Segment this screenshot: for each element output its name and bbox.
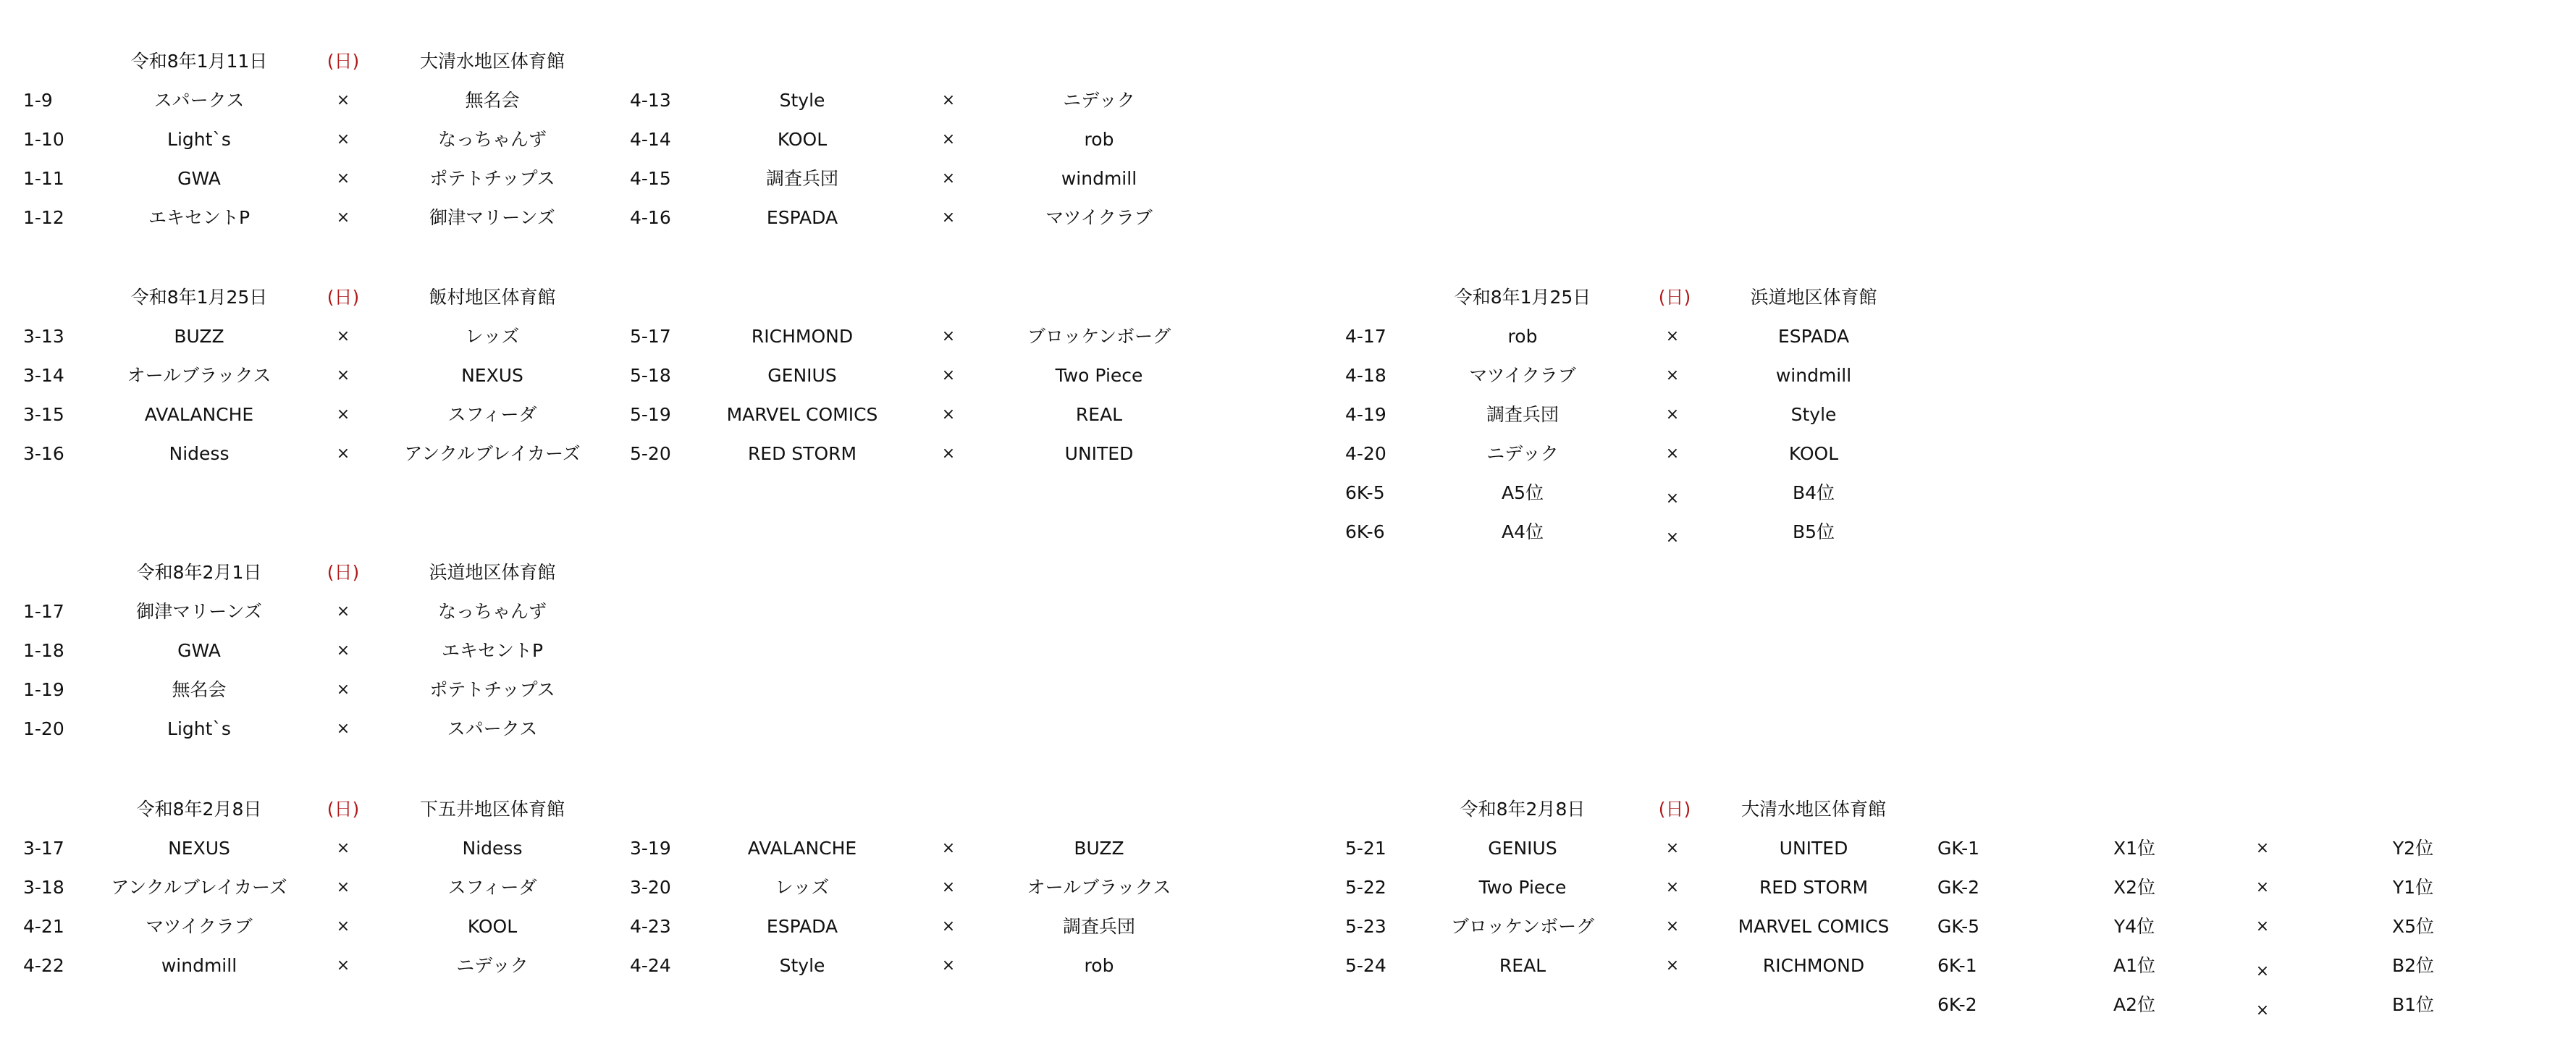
block-venue: 大清水地区体育館 bbox=[419, 51, 565, 72]
block-date: 令和8年2月8日 bbox=[1460, 799, 1586, 820]
away-team: RICHMOND bbox=[1762, 955, 1865, 976]
block-day: (日) bbox=[327, 799, 360, 820]
block-day: (日) bbox=[327, 562, 360, 583]
versus-mark: × bbox=[1665, 445, 1680, 463]
home-team: Style bbox=[779, 955, 825, 976]
home-team: GENIUS bbox=[1488, 838, 1557, 859]
away-team: B1位 bbox=[2391, 994, 2435, 1015]
versus-mark: × bbox=[941, 169, 956, 188]
match-id: 5-20 bbox=[630, 443, 671, 464]
match-id: 5-17 bbox=[630, 326, 671, 347]
away-team: スフィーダ bbox=[447, 404, 537, 425]
versus-mark: × bbox=[336, 602, 350, 621]
match-id: 4-24 bbox=[630, 955, 671, 976]
away-team: スパークス bbox=[447, 718, 538, 739]
home-team: Light`s bbox=[167, 718, 231, 739]
match-id: 5-19 bbox=[630, 404, 671, 425]
away-team: ポテトチップス bbox=[429, 679, 555, 700]
home-team: GWA bbox=[177, 640, 221, 661]
home-team: A5位 bbox=[1501, 482, 1544, 503]
match-id: 4-17 bbox=[1345, 326, 1386, 347]
away-team: B4位 bbox=[1792, 482, 1835, 503]
match-id: 4-18 bbox=[1345, 365, 1386, 386]
home-team: MARVEL COMICS bbox=[726, 404, 878, 425]
block-day: (日) bbox=[327, 51, 360, 72]
match-id: 4-19 bbox=[1345, 404, 1386, 425]
away-team: アンクルブレイカーズ bbox=[404, 443, 581, 464]
match-id: 5-21 bbox=[1345, 838, 1386, 859]
match-id: 6K-2 bbox=[1937, 994, 1977, 1015]
home-team: BUZZ bbox=[174, 326, 224, 347]
home-team: エキセントP bbox=[148, 207, 251, 228]
away-team: マツイクラブ bbox=[1045, 207, 1153, 228]
block-date: 令和8年2月1日 bbox=[136, 562, 262, 583]
away-team: なっちゃんず bbox=[437, 601, 547, 622]
versus-mark: × bbox=[336, 681, 350, 699]
match-id: 5-22 bbox=[1345, 877, 1386, 898]
match-id: 1-9 bbox=[23, 90, 53, 111]
versus-mark: × bbox=[941, 366, 956, 384]
versus-mark: × bbox=[336, 917, 350, 935]
home-team: オールブラックス bbox=[127, 365, 272, 386]
home-team: アンクルブレイカーズ bbox=[111, 877, 287, 898]
versus-mark: × bbox=[336, 209, 350, 227]
match-id: 1-10 bbox=[23, 129, 64, 150]
home-team: ブロッケンボーグ bbox=[1450, 916, 1595, 937]
match-id: 1-19 bbox=[23, 679, 64, 700]
versus-mark: × bbox=[1665, 839, 1680, 857]
versus-mark: × bbox=[336, 642, 350, 660]
match-id: 1-12 bbox=[23, 207, 64, 228]
block-date: 令和8年1月25日 bbox=[130, 287, 268, 308]
versus-mark: × bbox=[336, 91, 350, 109]
match-id: 3-14 bbox=[23, 365, 64, 386]
versus-mark: × bbox=[941, 130, 956, 148]
home-team: A2位 bbox=[2113, 994, 2156, 1015]
home-team: GENIUS bbox=[767, 365, 837, 386]
home-team: マツイクラブ bbox=[1469, 365, 1576, 386]
home-team: RICHMOND bbox=[751, 326, 854, 347]
away-team: RED STORM bbox=[1759, 877, 1869, 898]
versus-mark: × bbox=[336, 956, 350, 975]
away-team: UNITED bbox=[1779, 838, 1848, 859]
away-team: ESPADA bbox=[1777, 326, 1850, 347]
away-team: ニデック bbox=[1063, 90, 1135, 111]
home-team: X2位 bbox=[2113, 877, 2156, 898]
match-id: 3-15 bbox=[23, 404, 64, 425]
away-team: ニデック bbox=[456, 955, 529, 976]
match-id: 6K-1 bbox=[1937, 955, 1977, 976]
home-team: 調査兵団 bbox=[765, 168, 839, 189]
match-id: 5-18 bbox=[630, 365, 671, 386]
versus-mark: × bbox=[336, 720, 350, 738]
home-team: A4位 bbox=[1501, 521, 1544, 542]
block-day: (日) bbox=[1658, 799, 1691, 820]
home-team: NEXUS bbox=[168, 838, 230, 859]
versus-mark: × bbox=[1665, 489, 1680, 508]
home-team: スパークス bbox=[153, 90, 245, 111]
away-team: REAL bbox=[1075, 404, 1123, 425]
block-date: 令和8年1月11日 bbox=[130, 51, 268, 72]
home-team: Two Piece bbox=[1478, 877, 1567, 898]
away-team: UNITED bbox=[1064, 443, 1134, 464]
home-team: GWA bbox=[177, 168, 221, 189]
home-team: X1位 bbox=[2113, 838, 2156, 859]
versus-mark: × bbox=[1665, 917, 1680, 935]
home-team: 無名会 bbox=[172, 679, 227, 700]
match-id: 4-22 bbox=[23, 955, 64, 976]
versus-mark: × bbox=[1665, 956, 1680, 975]
match-id: 3-17 bbox=[23, 838, 64, 859]
block-venue: 大清水地区体育館 bbox=[1741, 799, 1887, 820]
away-team: X5位 bbox=[2391, 916, 2435, 937]
away-team: レッズ bbox=[465, 326, 520, 347]
match-id: 4-15 bbox=[630, 168, 671, 189]
match-id: GK-2 bbox=[1937, 877, 1980, 898]
match-id: 4-13 bbox=[630, 90, 671, 111]
away-team: NEXUS bbox=[461, 365, 523, 386]
versus-mark: × bbox=[941, 405, 956, 424]
match-id: 1-11 bbox=[23, 168, 64, 189]
home-team: Light`s bbox=[167, 129, 231, 150]
away-team: rob bbox=[1084, 955, 1114, 976]
away-team: Y2位 bbox=[2392, 838, 2434, 859]
away-team: rob bbox=[1084, 129, 1114, 150]
home-team: A1位 bbox=[2113, 955, 2156, 976]
match-id: 5-23 bbox=[1345, 916, 1386, 937]
away-team: MARVEL COMICS bbox=[1738, 916, 1890, 937]
away-team: スフィーダ bbox=[447, 877, 537, 898]
match-id: 3-20 bbox=[630, 877, 671, 898]
versus-mark: × bbox=[941, 445, 956, 463]
away-team: なっちゃんず bbox=[437, 129, 547, 150]
match-id: 4-14 bbox=[630, 129, 671, 150]
block-venue: 飯村地区体育館 bbox=[429, 287, 556, 308]
away-team: エキセントP bbox=[441, 640, 544, 661]
away-team: BUZZ bbox=[1074, 838, 1124, 859]
versus-mark: × bbox=[941, 839, 956, 857]
versus-mark: × bbox=[336, 839, 350, 857]
home-team: AVALANCHE bbox=[144, 404, 254, 425]
versus-mark: × bbox=[336, 445, 350, 463]
match-id: 1-17 bbox=[23, 601, 64, 622]
match-id: 4-16 bbox=[630, 207, 671, 228]
versus-mark: × bbox=[941, 878, 956, 896]
away-team: KOOL bbox=[1788, 443, 1839, 464]
match-id: 3-18 bbox=[23, 877, 64, 898]
versus-mark: × bbox=[941, 209, 956, 227]
match-id: 3-16 bbox=[23, 443, 64, 464]
home-team: windmill bbox=[161, 955, 237, 976]
home-team: REAL bbox=[1499, 955, 1546, 976]
match-id: 4-20 bbox=[1345, 443, 1386, 464]
match-id: 3-13 bbox=[23, 326, 64, 347]
block-date: 令和8年1月25日 bbox=[1454, 287, 1591, 308]
away-team: Style bbox=[1790, 404, 1837, 425]
versus-mark: × bbox=[1665, 529, 1680, 547]
block-day: (日) bbox=[327, 287, 360, 308]
versus-mark: × bbox=[1665, 327, 1680, 345]
versus-mark: × bbox=[2255, 917, 2270, 935]
versus-mark: × bbox=[336, 878, 350, 896]
versus-mark: × bbox=[336, 405, 350, 424]
away-team: ブロッケンボーグ bbox=[1027, 326, 1171, 347]
away-team: windmill bbox=[1061, 168, 1137, 189]
match-id: 6K-6 bbox=[1345, 521, 1385, 542]
versus-mark: × bbox=[941, 327, 956, 345]
versus-mark: × bbox=[1665, 405, 1680, 424]
versus-mark: × bbox=[941, 956, 956, 975]
block-date: 令和8年2月8日 bbox=[136, 799, 262, 820]
home-team: Y4位 bbox=[2113, 916, 2155, 937]
away-team: B5位 bbox=[1792, 521, 1835, 542]
block-day: (日) bbox=[1658, 287, 1691, 308]
away-team: Two Piece bbox=[1055, 365, 1143, 386]
home-team: 調査兵団 bbox=[1486, 404, 1560, 425]
home-team: マツイクラブ bbox=[146, 916, 253, 937]
versus-mark: × bbox=[2255, 878, 2270, 896]
match-id: 1-18 bbox=[23, 640, 64, 661]
versus-mark: × bbox=[1665, 366, 1680, 384]
match-id: 1-20 bbox=[23, 718, 64, 739]
versus-mark: × bbox=[336, 327, 350, 345]
match-id: GK-5 bbox=[1937, 916, 1980, 937]
versus-mark: × bbox=[1665, 878, 1680, 896]
match-id: 3-19 bbox=[630, 838, 671, 859]
match-id: 5-24 bbox=[1345, 955, 1386, 976]
away-team: 御津マリーンズ bbox=[429, 207, 555, 228]
match-id: GK-1 bbox=[1937, 838, 1980, 859]
home-team: レッズ bbox=[775, 877, 830, 898]
home-team: AVALANCHE bbox=[747, 838, 857, 859]
away-team: Nidess bbox=[462, 838, 523, 859]
away-team: 調査兵団 bbox=[1062, 916, 1136, 937]
away-team: 無名会 bbox=[465, 90, 520, 111]
away-team: KOOL bbox=[467, 916, 518, 937]
home-team: 御津マリーンズ bbox=[136, 601, 262, 622]
match-id: 4-21 bbox=[23, 916, 64, 937]
away-team: B2位 bbox=[2391, 955, 2435, 976]
match-id: 6K-5 bbox=[1345, 482, 1385, 503]
match-id: 4-23 bbox=[630, 916, 671, 937]
block-venue: 浜道地区体育館 bbox=[429, 562, 556, 583]
home-team: Style bbox=[779, 90, 825, 111]
versus-mark: × bbox=[2255, 1001, 2270, 1019]
versus-mark: × bbox=[336, 130, 350, 148]
versus-mark: × bbox=[941, 917, 956, 935]
versus-mark: × bbox=[336, 366, 350, 384]
home-team: rob bbox=[1507, 326, 1538, 347]
home-team: KOOL bbox=[777, 129, 828, 150]
away-team: ポテトチップス bbox=[429, 168, 555, 189]
block-venue: 浜道地区体育館 bbox=[1750, 287, 1877, 308]
versus-mark: × bbox=[941, 91, 956, 109]
away-team: windmill bbox=[1775, 365, 1852, 386]
away-team: オールブラックス bbox=[1027, 877, 1171, 898]
versus-mark: × bbox=[336, 169, 350, 188]
block-venue: 下五井地区体育館 bbox=[419, 799, 565, 820]
home-team: ESPADA bbox=[766, 207, 838, 228]
versus-mark: × bbox=[2255, 839, 2270, 857]
versus-mark: × bbox=[2255, 962, 2270, 980]
home-team: RED STORM bbox=[747, 443, 857, 464]
away-team: Y1位 bbox=[2392, 877, 2434, 898]
home-team: ニデック bbox=[1486, 443, 1559, 464]
home-team: Nidess bbox=[169, 443, 230, 464]
home-team: ESPADA bbox=[766, 916, 838, 937]
